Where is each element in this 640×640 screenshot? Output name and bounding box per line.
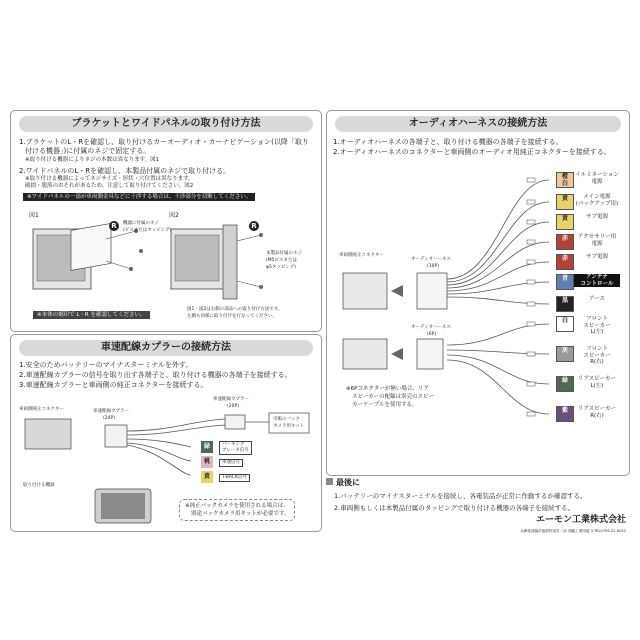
company-address: 兵庫県西脇市板波町南宮ノ前 西脇工業団地 3 TEL0795-22-6252: [520, 529, 626, 533]
speed-step3: 3.車速配線カプラーと車両側の純正コネクターを接続する。: [19, 381, 208, 389]
bracket-step1b: 付ける機器」)に付属のネジで固定する。: [25, 147, 151, 155]
fig-note2: 左側も同様に取り付けを行なってください。: [187, 314, 277, 319]
audio-wire-color-2: 黄: [556, 214, 574, 230]
audio-6p-note1: ※6Pコネクターが無い場合、リア: [346, 386, 429, 392]
audio-wire-line-9: [447, 355, 549, 384]
speed-wire-color-0: 緑: [201, 441, 213, 453]
audio-wire-line-7: [447, 324, 549, 345]
speed-note: [179, 499, 295, 521]
speed-coupler-pins: (24P): [103, 416, 115, 421]
speed-wire-color-2: 黄: [201, 471, 213, 483]
audio-wire-terminal-2: [527, 220, 535, 224]
audio-wire-color-5: 青: [556, 274, 574, 290]
speed-wire-label-2: T-BACK信号: [219, 474, 250, 482]
fig-note1: 図1・図2は右側の部品への取り付け方法です。: [187, 307, 283, 312]
fig2-device: [171, 225, 263, 299]
audio-wire-terminal-6: [527, 302, 535, 306]
audio-wire-color-10: 紫: [556, 406, 574, 422]
audio-harness10-label: オーディオハーネス: [411, 257, 451, 262]
instruction-sheet: [8, 104, 632, 542]
audio-vehicle-label: 車両側純正コネクター: [339, 253, 384, 258]
audio-wire-terminal-3: [527, 240, 535, 244]
audio-wire-terminal-0: [527, 178, 535, 182]
speed-note2: 別途バックカメラ用キットが必要です。: [191, 511, 290, 517]
footer-heading: [326, 478, 360, 487]
footer-line1: 1.バッテリーのマイナスターミナルを接続し、各電装品が正常に作動するか確認する。: [334, 492, 587, 500]
fig2-screw3: φ5タッピング): [266, 265, 296, 270]
audio-panel: [326, 110, 630, 476]
audio-harness6-pins: (6P): [427, 332, 437, 337]
speed-camera-label: 市販のバック: [273, 417, 300, 422]
audio-harness-10p-shape: [417, 273, 447, 309]
speed-wire-color-1: 桃: [201, 456, 213, 468]
bracket-step1-note: ※取り付ける機器によりネジの本数は異なります。図1: [25, 157, 160, 163]
audio-wire-color-8: 灰: [556, 346, 574, 362]
audio-wire-terminal-10: [527, 412, 535, 416]
bracket-panel: [10, 110, 322, 332]
speed-panel: [10, 334, 322, 532]
speed-step2: 2.車速配線カプラーの信号を取り出す各端子と、取り付ける機器の各端子を接続する。: [19, 371, 292, 379]
bracket-step2-note1: ※取り付ける機器によってネジサイズ・形状・穴位置は異なります。: [25, 176, 194, 182]
audio-title: オーディオハーネスの接続方法: [335, 116, 621, 132]
speed-coupler-label: 車速配線カプラー: [93, 409, 129, 414]
audio-wire-terminal-4: [527, 260, 535, 264]
audio-wire-label-2: サブ電源: [585, 214, 608, 220]
audio-wire-label-6: アース: [588, 296, 606, 302]
fig2-label: 図2: [169, 212, 179, 219]
coupler-20p-shape: [225, 415, 245, 429]
audio-6p-note3: カーケーブルを使用する。: [352, 402, 418, 408]
fig1-r-mark: R: [109, 221, 119, 231]
audio-wire-label-1: メイン電源 (バックアップ用): [575, 194, 619, 207]
audio-wire-color-0: 橙 白: [556, 172, 574, 188]
footer-heading-marker: [326, 478, 333, 485]
audio-harness-6p-shape: [417, 339, 443, 369]
audio-wire-terminal-7: [527, 322, 535, 326]
audio-wire-label-0: イルミネーション 電源: [575, 172, 619, 185]
speed-wire-label-0: パーキング ブレーキ信号: [219, 441, 252, 455]
fig2-screw2: (M5ビスまたは: [266, 258, 298, 263]
audio-wire-label-3: アクセサリー用 電源: [577, 234, 617, 247]
audio-wire-terminal-8: [527, 352, 535, 356]
speed-device-label: 取り付ける機器: [23, 483, 55, 488]
fig1-screw: 機器に付属のネジ: [123, 221, 159, 226]
speed-vehicle-label: 車両側純正コネクター: [19, 407, 64, 412]
bracket-title: ブラケットとワイドパネルの取り付け方法: [19, 116, 313, 132]
audio-wire-color-6: 黒: [556, 296, 574, 312]
audio-wire-terminal-9: [527, 382, 535, 386]
audio-harness6-label: オーディオハーネス: [411, 325, 451, 330]
fig1-screw2: (ビスまたはタッピング): [123, 228, 172, 233]
audio-wire-color-3: 赤: [556, 234, 574, 250]
fig2-screw: 本製品付属のネジ: [266, 251, 302, 256]
audio-wire-terminal-1: [527, 200, 535, 204]
camera-kit-box: [269, 413, 309, 433]
speed-title: 車速配線カプラーの接続方法: [19, 340, 313, 356]
footer-heading-text: 最後に: [336, 478, 360, 487]
fig1-label: 図1: [29, 212, 39, 219]
footer: [326, 476, 628, 540]
speed-step1: 1.安全のためバッテリーのマイナスターミナルを外す。: [19, 361, 193, 369]
bracket-step2-note2: 破損・脱落のおそれがあるため、注意して取り付けてください。図2: [25, 183, 194, 189]
audio-vehicle-connector-10p: [343, 273, 387, 309]
audio-vehicle-connector-6p: [343, 339, 387, 369]
audio-step2: 2.オーディオハーネスのコネクターと車両側のオーディオ用純正コネクターを接続する。: [333, 148, 611, 156]
audio-wire-color-7: 白: [556, 316, 574, 332]
speed-coupler2-pins: (20P): [227, 404, 239, 409]
audio-wire-lines: [447, 178, 549, 416]
audio-wire-label-10: リアスピーカー R(右): [578, 406, 616, 419]
bracket-warning: ※ワイドパネルの一部が車両側金具などに干渉する場合は、干渉部分を切断してください。: [23, 193, 255, 201]
bracket-step2: 2.ワイドパネルのL・Rを確認し、本製品付属のネジで取り付ける。: [19, 167, 231, 175]
company-name: エーモン工業株式会社: [535, 515, 626, 525]
audio-wire-label-7: フロント スピーカー L(左): [583, 316, 611, 335]
audio-wire-label-8: フロント スピーカー R(右): [583, 346, 611, 365]
audio-wire-label-4: サブ電源: [585, 254, 608, 260]
audio-wire-color-1: 黄: [556, 194, 574, 210]
bracket-figures: [11, 111, 321, 331]
audio-wire-label-5: アンテナ コントロール: [574, 274, 620, 287]
speed-wire-label-1: 車速信号: [219, 459, 243, 467]
coupler-24p-shape: [105, 425, 127, 447]
footer-line2: 2.車両側もしくは本製品付属のタッピングで取り付ける機器の各端子を接続する。: [334, 504, 575, 512]
lr-note: ※本体の刻印で L・R を確認してください。: [33, 311, 150, 319]
speed-note1: ※純正バックカメラを使用される場合は、: [185, 503, 289, 509]
audio-6p-note2: スピーカーの配線は別売のスピー: [352, 394, 434, 400]
audio-wire-terminal-5: [527, 280, 535, 284]
bracket-step1a: 1.ブラケットのL・Rを確認し、取り付けるカーオーディオ・カーナビゲーション(以降「取り: [19, 138, 309, 146]
vehicle-connector-shape: [25, 419, 71, 449]
audio-step1: 1.オーディオハーネスの各端子と、取り付ける機器の各端子を接続する。: [333, 138, 563, 146]
speed-coupler2-label: 車速配線カプラー: [213, 397, 249, 402]
audio-6p-note: [341, 383, 439, 411]
audio-wire-color-4: 赤: [556, 254, 574, 270]
fig2-r-mark: R: [249, 221, 259, 231]
audio-wire-color-9: 緑: [556, 376, 574, 392]
audio-harness10-pins: (10P): [427, 264, 439, 269]
speed-camera-label2: カメラ用キット: [273, 424, 305, 429]
audio-wire-label-9: リアスピーカー L(左): [578, 376, 616, 389]
audio-diagram: [327, 111, 629, 475]
